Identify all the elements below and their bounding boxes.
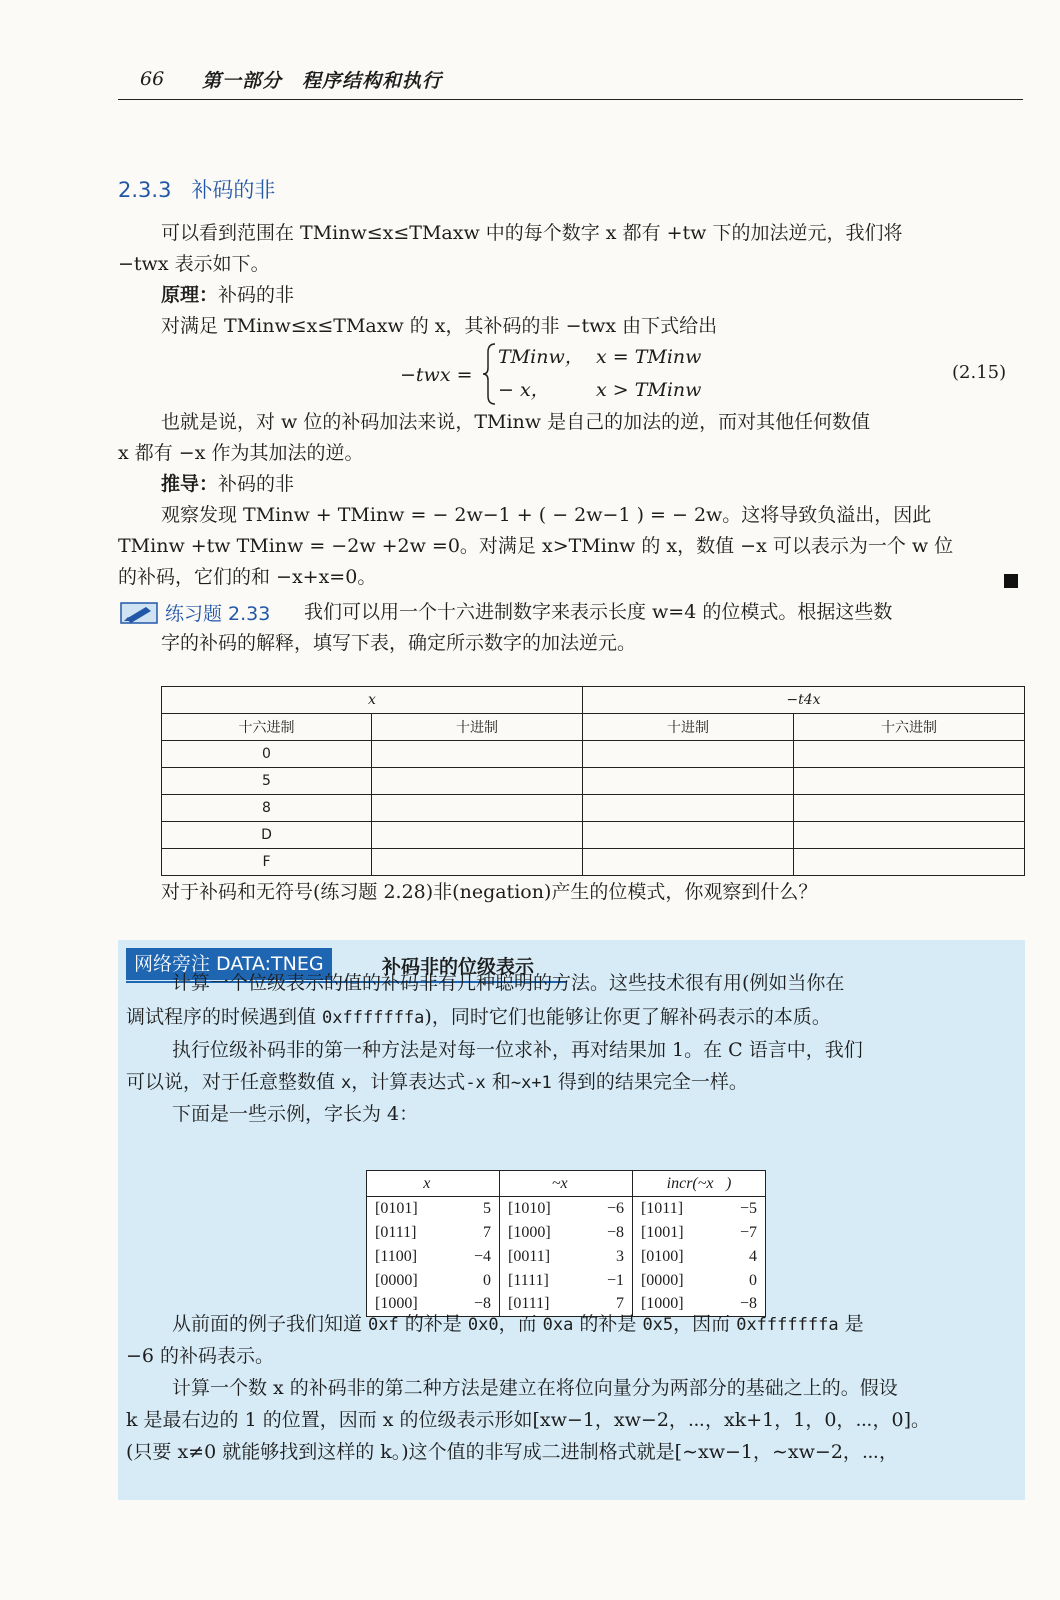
chapter-title: 第一部分 程序结构和执行 <box>202 70 443 92</box>
text-span: ，而 <box>498 1313 543 1335</box>
paragraph-line: TMinw +tw TMinw = −2w +2w =0。对满足 x>TMinw 的 x，数值 −x 可以表示为一个 w 位 <box>118 535 954 557</box>
text-span: ，因而 <box>673 1313 737 1335</box>
blank-cell[interactable] <box>372 768 583 795</box>
blank-cell[interactable] <box>583 795 794 822</box>
code-span: 0x0 <box>467 1315 499 1335</box>
principle-label: 原理： <box>161 284 219 306</box>
aside-paragraph-line <box>126 1067 748 1098</box>
principle-title: 补码的非 <box>218 284 295 306</box>
value: 0 <box>718 1269 765 1293</box>
equation-number: (2.15) <box>952 362 1007 383</box>
principle-text: 对满足 TMinw≤x≤TMaxw 的 x，其补码的非 −twx 由下式给出 <box>161 315 718 337</box>
blank-cell[interactable] <box>794 822 1025 849</box>
derivation-title: 补码的非 <box>218 473 295 495</box>
bit-vector: [1111] <box>499 1269 585 1293</box>
bit-vector: [1000] <box>367 1293 453 1317</box>
code-span: 0xa <box>542 1315 574 1335</box>
section-heading <box>118 174 295 204</box>
negation-examples-table <box>366 1170 766 1317</box>
blank-cell[interactable] <box>583 768 794 795</box>
code-span: 0xfffffffa <box>736 1315 839 1335</box>
bit-vector: [0000] <box>632 1269 718 1293</box>
bit-vector: [1010] <box>499 1197 585 1221</box>
table-row <box>367 1269 766 1293</box>
text-span: 的补是 <box>398 1313 468 1335</box>
table-group-x: x <box>162 687 583 714</box>
end-of-proof-square <box>1004 574 1018 588</box>
text-span: )，同时它们也能够让你更了解补码表示的本质。 <box>424 1006 831 1028</box>
value: −8 <box>585 1221 632 1245</box>
value: −7 <box>718 1221 765 1245</box>
code-span: ~x+1 <box>510 1073 552 1093</box>
equation-lhs: −twx = <box>400 364 473 386</box>
principle-heading <box>161 280 294 310</box>
text-span: 和 <box>485 1071 511 1093</box>
section-number: 2.3.3 <box>118 178 172 202</box>
table-row <box>162 795 1025 822</box>
bit-vector: [0111] <box>367 1221 453 1245</box>
value: −6 <box>585 1197 632 1221</box>
value: −8 <box>452 1293 499 1317</box>
hex-cell: 0 <box>162 741 372 768</box>
exercise-question: 对于补码和无符号(练习题 2.28)非(negation)产生的位模式，你观察到什么？ <box>161 881 818 903</box>
aside-paragraph-line: 下面是一些示例，字长为 4： <box>172 1103 419 1125</box>
bit-vector: [1011] <box>632 1197 718 1221</box>
aside-paragraph-line <box>126 1002 831 1033</box>
text-span: 可以说，对于任意整数值 <box>126 1071 342 1093</box>
aside-paragraph-line <box>172 1309 864 1340</box>
paragraph-line: 可以看到范围在 TMinw≤x≤TMaxw 中的每个数字 x 都有 +tw 下的加法逆元，我们将 <box>161 222 903 244</box>
equation-case1-condition: x = TMinw <box>596 346 702 368</box>
derivation-label: 推导： <box>161 473 219 495</box>
aside-paragraph-line: 计算一个位级表示的值的补码非有几种聪明的方法。这些技术很有用(例如当你在 <box>172 972 845 994</box>
column-header: incr(~x⃗) <box>632 1171 765 1197</box>
section-title: 补码的非 <box>191 178 276 202</box>
value: −1 <box>585 1269 632 1293</box>
text-span: 从前面的例子我们知道 <box>172 1313 369 1335</box>
column-header: 十六进制 <box>162 714 372 741</box>
value: −4 <box>452 1245 499 1269</box>
value: 3 <box>585 1245 632 1269</box>
bit-vector: [0100] <box>632 1245 718 1269</box>
exercise-label: 练习题 2.33 <box>165 603 271 625</box>
bit-vector: [0011] <box>499 1245 585 1269</box>
blank-cell[interactable] <box>372 741 583 768</box>
hex-cell: D <box>162 822 372 849</box>
blank-cell[interactable] <box>583 849 794 876</box>
blank-cell[interactable] <box>794 795 1025 822</box>
code-span: -x <box>465 1073 486 1093</box>
value: 7 <box>452 1221 499 1245</box>
bit-vector: [0101] <box>367 1197 453 1221</box>
aside-paragraph-line: 计算一个数 x 的补码非的第二种方法是建立在将位向量分为两部分的基础之上的。假设 <box>172 1377 898 1399</box>
value: 4 <box>718 1245 765 1269</box>
exercise-text: 字的补码的解释，填写下表，确定所示数字的加法逆元。 <box>161 632 637 654</box>
blank-cell[interactable] <box>372 795 583 822</box>
paragraph-line: 的补码，它们的和 −x+x=0。 <box>118 566 377 588</box>
table-group-neg: −t4x <box>583 687 1025 714</box>
column-header: 十六进制 <box>794 714 1025 741</box>
value: 5 <box>452 1197 499 1221</box>
paragraph-line: x 都有 −x 作为其加法的逆。 <box>118 442 364 464</box>
code-span: x <box>341 1073 352 1093</box>
bit-vector: [0111] <box>499 1293 585 1317</box>
column-header: 十进制 <box>372 714 583 741</box>
table-row <box>162 741 1025 768</box>
text-span: ，计算表达式 <box>351 1071 466 1093</box>
value: 0 <box>452 1269 499 1293</box>
exercise-table <box>161 686 1025 876</box>
code-span: 0xfffffffa <box>322 1008 425 1028</box>
blank-cell[interactable] <box>372 822 583 849</box>
paragraph-line: −twx 表示如下。 <box>118 253 270 275</box>
page-number: 66 <box>140 68 165 90</box>
text-span: 的补是 <box>573 1313 643 1335</box>
blank-cell[interactable] <box>583 741 794 768</box>
blank-cell[interactable] <box>583 822 794 849</box>
paragraph-line: 观察发现 TMinw + TMinw = − 2w−1 + ( − 2w−1 ) = − 2w。这将导致负溢出，因此 <box>161 504 932 526</box>
column-header: ~x⃗ <box>499 1171 632 1197</box>
table-row <box>367 1221 766 1245</box>
bit-vector: [0000] <box>367 1269 453 1293</box>
equation-brace <box>482 342 498 406</box>
web-aside-title: 补码非的位级表示 <box>382 956 535 978</box>
text-span: 得到的结果完全一样。 <box>551 1071 748 1093</box>
text-span: 调试程序的时候遇到值 <box>126 1006 323 1028</box>
hex-cell: 5 <box>162 768 372 795</box>
equation-case2-condition: x > TMinw <box>596 379 702 401</box>
table-row <box>162 822 1025 849</box>
web-aside-tag: 网络旁注 DATA:TNEG <box>126 948 332 980</box>
text-span: 是 <box>838 1313 864 1335</box>
column-header: 十进制 <box>583 714 794 741</box>
equation-case1-value: TMinw， <box>498 346 584 368</box>
code-span: 0xf <box>368 1315 399 1335</box>
table-row <box>367 1197 766 1221</box>
code-span: 0x5 <box>642 1315 674 1335</box>
derivation-heading <box>161 469 294 499</box>
aside-paragraph-line: k 是最右边的 1 的位置，因而 x 的位级表示形如[xw−1，xw−2，⋯，xk+1，1，0，⋯，0]。 <box>126 1409 931 1431</box>
blank-cell[interactable] <box>794 741 1025 768</box>
bit-vector: [1000] <box>499 1221 585 1245</box>
hex-cell: F <box>162 849 372 876</box>
blank-cell[interactable] <box>794 768 1025 795</box>
exercise-text: 我们可以用一个十六进制数字来表示长度 w=4 的位模式。根据这些数 <box>304 601 893 623</box>
running-head <box>118 60 1023 100</box>
value: −8 <box>718 1293 765 1317</box>
bit-vector: [1100] <box>367 1245 453 1269</box>
blank-cell[interactable] <box>794 849 1025 876</box>
paragraph-line: 也就是说，对 w 位的补码加法来说，TMinw 是自己的加法的逆，而对其他任何数值 <box>161 411 871 433</box>
table-row <box>162 768 1025 795</box>
table-row <box>367 1245 766 1269</box>
value: 7 <box>585 1293 632 1317</box>
blank-cell[interactable] <box>372 849 583 876</box>
aside-paragraph-line: 执行位级补码非的第一种方法是对每一位求补，再对结果加 1。在 C 语言中，我们 <box>172 1039 863 1061</box>
column-header: x⃗ <box>367 1171 500 1197</box>
exercise-pencil-icon <box>120 599 158 627</box>
value: −5 <box>718 1197 765 1221</box>
aside-paragraph-line: −6 的补码表示。 <box>126 1345 275 1367</box>
table-row <box>162 849 1025 876</box>
equation-case2-value: − x， <box>498 379 550 401</box>
hex-cell: 8 <box>162 795 372 822</box>
aside-paragraph-line: (只要 x≠0 就能够找到这样的 k。)这个值的非写成二进制格式就是[∼xw−1，∼xw−2，⋯， <box>126 1441 899 1463</box>
bit-vector: [1000] <box>632 1293 718 1317</box>
bit-vector: [1001] <box>632 1221 718 1245</box>
